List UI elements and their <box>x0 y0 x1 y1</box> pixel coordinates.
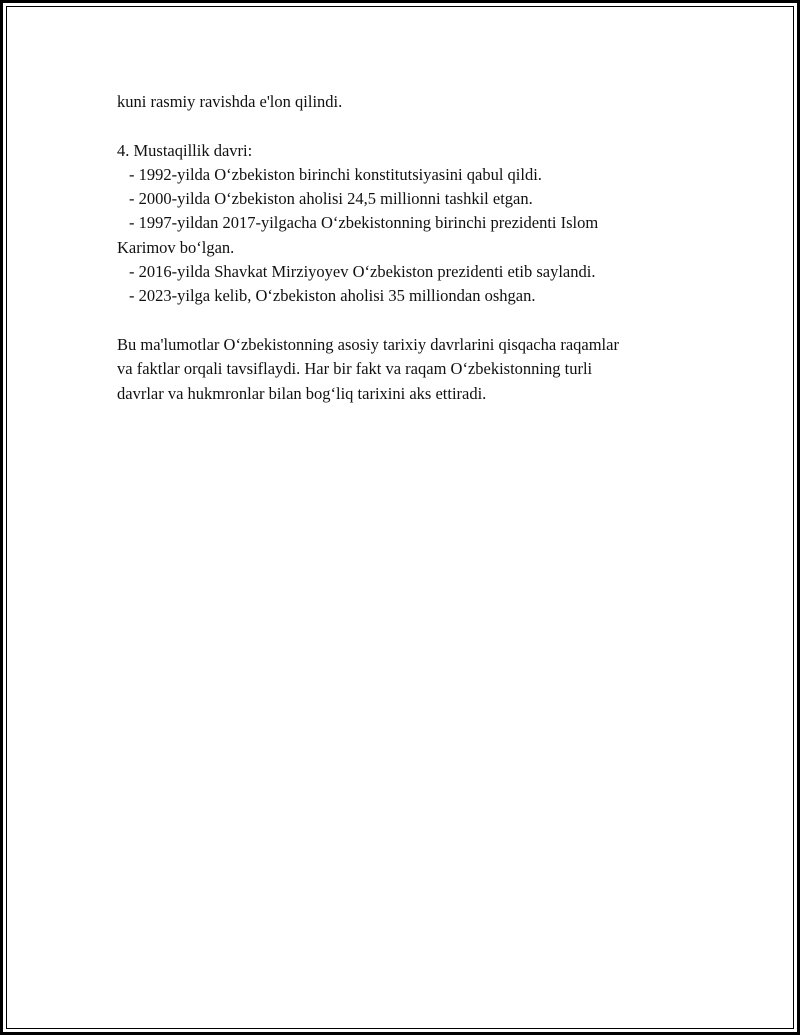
list-item: - 1992-yilda O‘zbekiston birinchi konstitutsiyasini qabul qildi. <box>129 164 542 184</box>
paragraph-gap <box>117 114 697 138</box>
list-item-continuation: Karimov bo‘lgan. <box>117 237 235 257</box>
list-item: - 2016-yilda Shavkat Mirziyoyev O‘zbekiston prezidenti etib saylandi. <box>129 262 596 282</box>
conclusion-line: va faktlar orqali tavsiflaydi. Har bir fakt va raqam O‘zbekistonning turli <box>117 359 593 379</box>
conclusion-line: davrlar va hukmronlar bilan bog‘liq tarixini aks ettiradi. <box>117 383 487 403</box>
conclusion-line: Bu ma'lumotlar O‘zbekistonning asosiy tarixiy davrlarini qisqacha raqamlar <box>117 334 619 354</box>
document-body <box>117 90 697 406</box>
intro-line: kuni rasmiy ravishda e'lon qilindi. <box>117 92 343 111</box>
paragraph-gap <box>117 309 697 333</box>
list-item: - 2023-yilga kelib, O‘zbekiston aholisi 35 milliondan oshgan. <box>129 286 536 306</box>
list-item: - 2000-yilda O‘zbekiston aholisi 24,5 millionni tashkil etgan. <box>129 189 533 209</box>
list-item: - 1997-yildan 2017-yilgacha O‘zbekistonning birinchi prezidenti Islom <box>129 213 599 233</box>
section-heading: 4. Mustaqillik davri: <box>117 140 253 160</box>
